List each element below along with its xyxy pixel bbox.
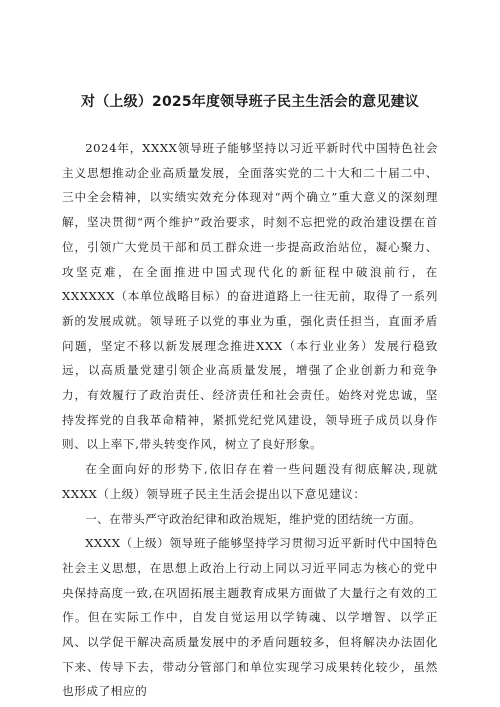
- section-heading-1: 一、在带头严守政治纪律和政治规矩，维护党的团结统一方面。: [85, 511, 422, 526]
- paragraph-section-1: XXXX（上级）领导班子能够坚持学习贯彻习近平新时代中国特色社会主义思想，在思想上政治上行动上同以习近平同志为核心的党中央保持高度一致,在巩固拓展主题教育成果方面做了大量行之有效的工作。但在实际工作中，自发自觉运用以学铸魂、以学增智、以学正风、以学促干解决高质量发展中的矛盾问题较多，但将解决办法固化下来、传导下去，带动分管部门和单位实现学习成果转化较少，虽然也形成了相应的: [62, 536, 438, 699]
- document-body: [62, 136, 438, 704]
- paragraph-transition: 在全面向好的形势下,依旧存在着一些问题没有彻底解决,现就XXXX（上级）领导班子民主生活会提出以下意见建议：: [62, 462, 438, 501]
- document-title: 对（上级）2025年度领导班子民主生活会的意见建议: [81, 94, 419, 110]
- paragraph-intro: 2024年，XXXX领导班子能够坚持以习近平新时代中国特色社会主义思想推动企业高质量发展，全面落实党的二十大和二十届二中、三中全会精神，以实绩实效充分体现对“两个确立”重大意义的深刻理解，坚决贯彻“两个维护”政治要求，时刻不忘把党的政治建设摆在首位，引领广大党员干部和员工群众进一步提高政治站位，凝心聚力、攻坚克难，在全面推进中国式现代化的新征程中破浪前行，在XXXXXX（本单位战略目标）的奋进道路上一往无前，取得了一系列新的发展成就。领导班子以党的事业为重，强化责任担当，直面矛盾问题，坚定不移以新发展理念推进XXX（本行业业务）发展行稳致远，以高质量党建引领企业高质量发展，增强了企业创新力和竞争力，有效履行了政治责任、经济责任和社会责任。始终对党忠诚，坚持发挥党的自我革命精神，紧抓党纪党风建设，领导班子成员以身作则、以上率下,带头转变作风，树立了良好形象。: [62, 141, 438, 452]
